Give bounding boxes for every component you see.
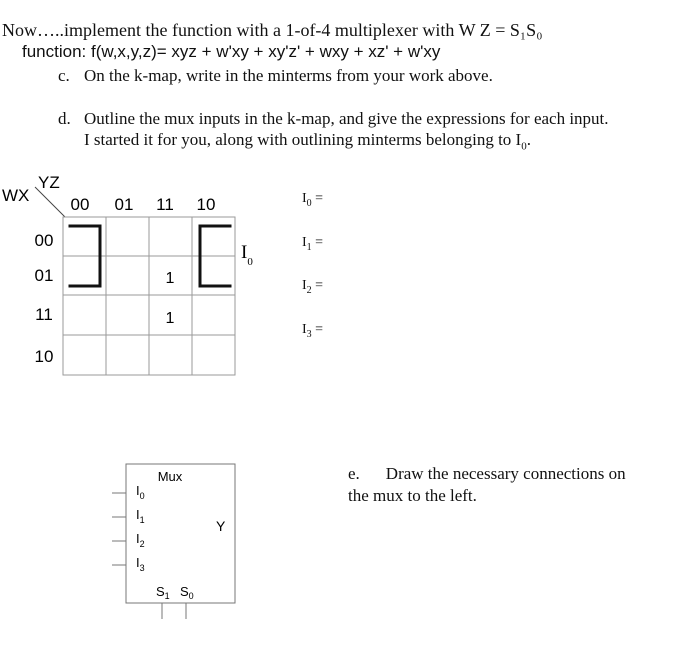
kmap-row-header: 01 xyxy=(34,266,54,285)
equation-i0: $I_0$ = xyxy=(302,191,324,209)
mux-input-label: $I_2$ xyxy=(136,531,145,549)
mux-input-label: $I_1$ xyxy=(136,507,145,525)
mux-input-lines xyxy=(112,493,126,565)
kmap-col-header: 10 xyxy=(196,195,216,214)
kmap-col-var: YZ xyxy=(38,173,60,192)
equation-i1: $I_1$ = xyxy=(302,235,324,253)
item-d-text-line-2-main: I started it for you, along with outlining minterms belonging to I xyxy=(84,130,522,149)
kmap-col-header: 00 xyxy=(70,195,90,214)
item-e-text-1: Draw the necessary connections on xyxy=(385,464,626,483)
intro-line-1: Now…..implement the function with a 1-of-4 multiplexer with W Z = S₁S₀ xyxy=(2,20,543,40)
mux-output-label: Y xyxy=(216,518,226,534)
kmap xyxy=(0,160,280,390)
item-e-line-2: the mux to the left. xyxy=(348,486,477,505)
item-d-text-line-2 xyxy=(84,130,531,152)
item-d-text-line-2-end: . xyxy=(526,130,531,149)
kmap-row-var: WX xyxy=(2,186,30,205)
mux-title: Mux xyxy=(157,469,183,484)
item-d-text-line-2-sub: 0 xyxy=(521,140,527,153)
item-d-text-line-1: Outline the mux inputs in the k-map, and give the expressions for each input. xyxy=(84,109,609,128)
kmap-cell: 1 xyxy=(165,270,175,287)
mux-input-label: $I_0$ xyxy=(136,483,145,501)
kmap-cell: 1 xyxy=(165,310,175,327)
equation-i2: $I_2$ = xyxy=(302,278,324,296)
equation-i3: $I_3$ = xyxy=(302,322,324,340)
item-c-letter: c. xyxy=(58,66,70,85)
mux-select-label: $S_0$ xyxy=(180,584,194,601)
kmap-row-header: 11 xyxy=(35,305,53,324)
mux-diagram xyxy=(100,455,250,625)
kmap-col-header: 01 xyxy=(114,195,134,214)
kmap-grid xyxy=(63,217,235,375)
mux-input-label: $I_3$ xyxy=(136,555,145,573)
kmap-col-header: 11 xyxy=(156,195,174,214)
mux-select-lines xyxy=(162,603,186,619)
i0-outline-label: $I_0$ xyxy=(241,242,253,268)
item-d-letter: d. xyxy=(58,109,71,128)
kmap-row-header: 10 xyxy=(34,347,54,366)
mux-select-label: $S_1$ xyxy=(156,584,170,601)
item-c-text: On the k-map, write in the minterms from your work above. xyxy=(84,66,493,85)
kmap-row-header: 00 xyxy=(34,231,54,250)
item-e-letter: e. xyxy=(348,464,360,483)
item-e-line-1 xyxy=(348,464,626,484)
function-definition: function: f(w,x,y,z)= xyz + w'xy + xy'z' + wxy + xz' + w'xy xyxy=(22,42,441,61)
